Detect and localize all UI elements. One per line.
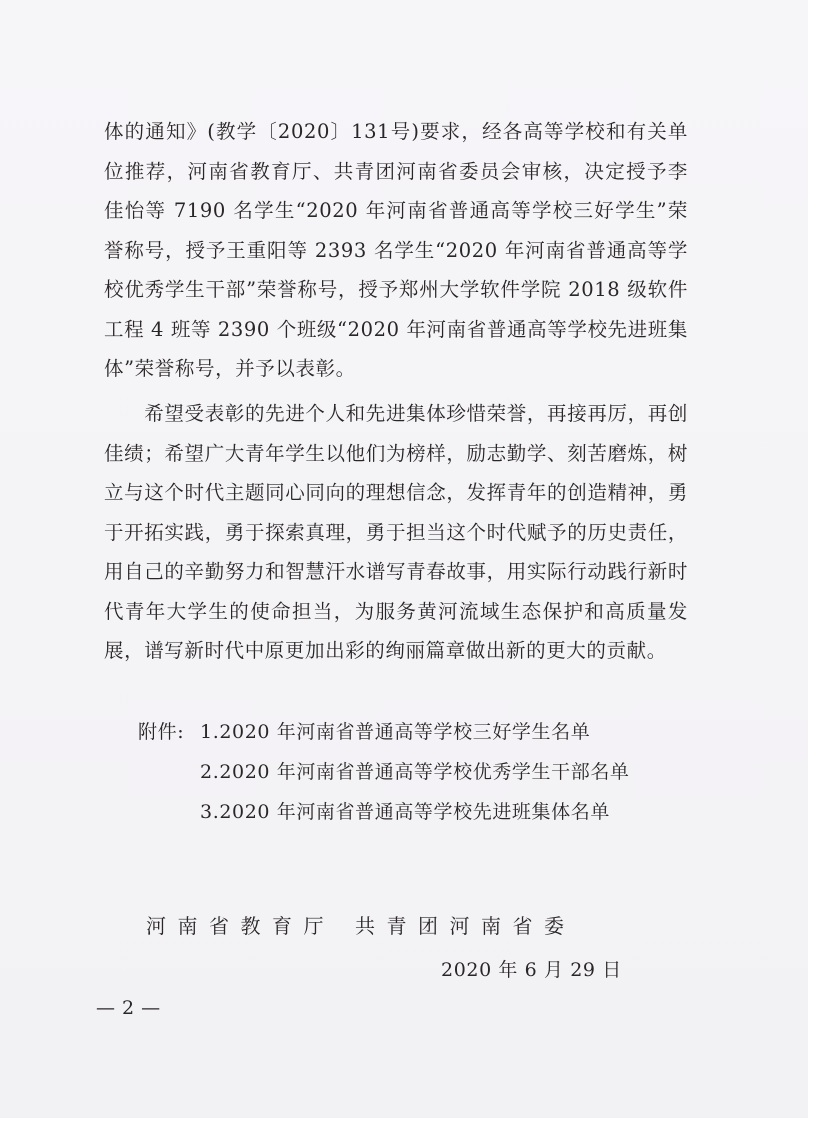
attachment-indent: [138, 752, 200, 792]
attachments-label: 附件:: [138, 721, 185, 743]
paragraph-line: 体的通知》(教学〔2020〕131号)要求，经各高等学校和有关单: [104, 120, 688, 143]
paragraph-line: 位推荐，河南省教育厅、共青团河南省委员会审核，决定授予李: [104, 159, 688, 183]
paragraph-line: 誉称号，授予王重阳等 2393 名学生“2020 年河南省普通高等学: [104, 238, 688, 262]
attachment-item: 3.2020 年河南省普通高等学校先进班集体名单: [200, 801, 610, 823]
page-margin-right: [808, 0, 831, 1144]
attachments-list: [138, 712, 630, 832]
paragraph-line: 佳怡等 7190 名学生“2020 年河南省普通高等学校三好学生”荣: [104, 199, 688, 222]
attachment-row: [138, 752, 630, 792]
issuing-organizations: [146, 910, 576, 939]
paragraph-line: 用自己的辛勤努力和智慧汗水谱写青春故事，用实际行动践行新时: [104, 560, 688, 583]
attachment-item: 2.2020 年河南省普通高等学校优秀学生干部名单: [200, 761, 630, 783]
paragraph-line: 立与这个时代主题同心同向的理想信念，发挥青年的创造精神，勇: [104, 481, 688, 504]
page-number: — 2 —: [96, 997, 161, 1019]
attachment-row: [138, 792, 630, 832]
paragraph-line: 展，谱写新时代中原更加出彩的绚丽篇章做出新的更大的贡献。: [104, 639, 667, 662]
paragraph-line: 于开拓实践，勇于探索真理，勇于担当这个时代赋予的历史责任，: [104, 520, 688, 544]
issue-date: 2020 年 6 月 29 日: [441, 959, 622, 981]
paragraph-line: 工程 4 班等 2390 个班级“2020 年河南省普通高等学校先进班集: [104, 317, 688, 341]
paragraph-line: 体”荣誉称号，并予以表彰。: [104, 357, 356, 380]
signatory-youth-league: 共青团河南省委: [355, 914, 576, 938]
paragraph-line: 佳绩；希望广大青年学生以他们为榜样，励志勤学、刻苦磨炼，树: [104, 441, 688, 465]
attachment-row: [138, 712, 630, 752]
signatory-education-department: 河南省教育厅: [146, 914, 335, 938]
attachment-indent: [138, 792, 200, 832]
commendation-paragraph: [104, 112, 688, 389]
attachment-item: 1.2020 年河南省普通高等学校三好学生名单: [200, 721, 591, 743]
paragraph-line: 希望受表彰的先进个人和先进集体珍惜荣誉，再接再厉，再创: [104, 402, 688, 425]
encouragement-paragraph: [104, 394, 688, 671]
paragraph-line: 校优秀学生干部”荣誉称号，授予郑州大学软件学院 2018 级软件: [104, 278, 688, 301]
page-margin-bottom: [0, 1118, 831, 1144]
paragraph-line: 代青年大学生的使命担当，为服务黄河流域生态保护和高质量发: [104, 599, 688, 623]
